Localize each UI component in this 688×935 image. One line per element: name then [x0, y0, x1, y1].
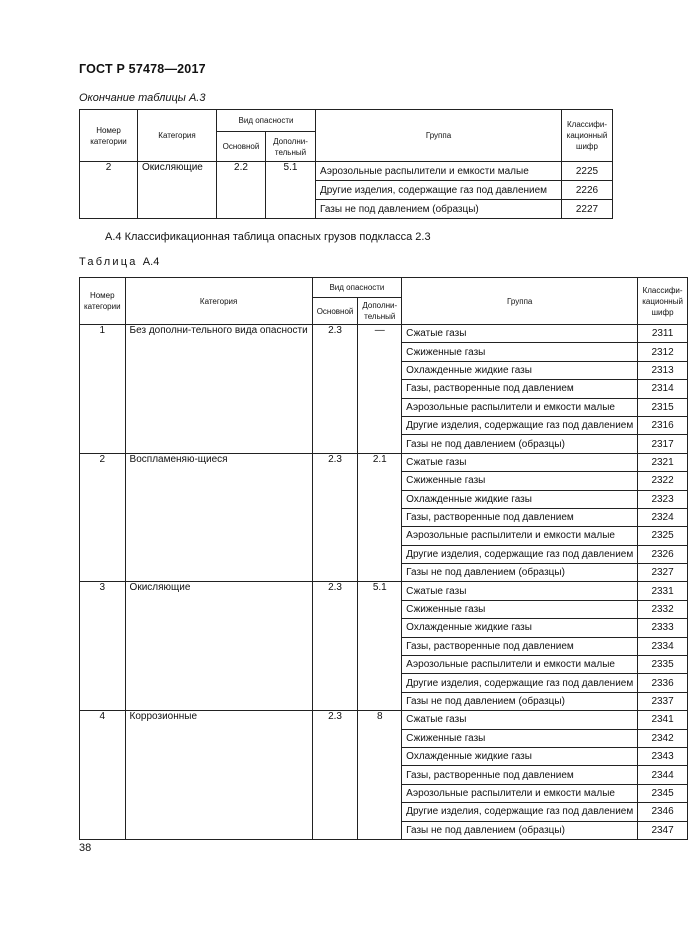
class-code: 2343	[638, 747, 688, 765]
group-name: Охлажденные жидкие газы	[402, 361, 638, 379]
class-code: 2315	[638, 398, 688, 416]
table-row	[80, 582, 688, 600]
group-name: Другие изделия, содержащие газ под давлением	[402, 416, 638, 434]
group-name: Другие изделия, содержащие газ под давлением	[402, 674, 638, 692]
group-name: Газы, растворенные под давлением	[402, 508, 638, 526]
category-number: 2	[80, 162, 138, 219]
class-code: 2332	[638, 600, 688, 618]
class-code: 2321	[638, 453, 688, 471]
group-name: Охлажденные жидкие газы	[402, 747, 638, 765]
class-code: 2335	[638, 656, 688, 674]
table-a4-caption-word: Таблица	[79, 256, 138, 268]
table-row	[80, 711, 688, 729]
hazard-additional: 5.1	[266, 162, 316, 219]
category-number: 2	[80, 453, 126, 582]
group-name: Сжиженные газы	[402, 729, 638, 747]
col-header-hazard: Вид опасности	[312, 278, 401, 298]
group-name: Газы, растворенные под давлением	[402, 766, 638, 784]
hazard-additional: 8	[358, 711, 402, 840]
table-a4-caption-number: А.4	[142, 256, 160, 268]
category-number: 1	[80, 325, 126, 454]
group-name: Газы, растворенные под давлением	[402, 637, 638, 655]
class-code: 2327	[638, 564, 688, 582]
hazard-additional: 5.1	[358, 582, 402, 711]
table-row	[80, 453, 688, 471]
class-code: 2317	[638, 435, 688, 453]
group-name: Сжатые газы	[402, 453, 638, 471]
class-code: 2334	[638, 637, 688, 655]
class-code: 2347	[638, 821, 688, 839]
group-name: Сжатые газы	[402, 582, 638, 600]
category-name: Окисляющие	[125, 582, 312, 711]
hazard-main: 2.3	[312, 453, 358, 582]
group-name: Аэрозольные распылители и емкости малые	[402, 398, 638, 416]
group-name: Другие изделия, содержащие газ под давлением	[316, 181, 562, 200]
group-name: Сжатые газы	[402, 325, 638, 343]
group-name: Другие изделия, содержащие газ под давлением	[402, 545, 638, 563]
hazard-main: 2.3	[312, 711, 358, 840]
col-header-number: Номер категории	[80, 110, 138, 162]
table-row	[80, 325, 688, 343]
hazard-main: 2.3	[312, 582, 358, 711]
group-name: Аэрозольные распылители и емкости малые	[402, 656, 638, 674]
table-a3	[79, 109, 613, 219]
group-name: Аэрозольные распылители и емкости малые	[316, 162, 562, 181]
class-code: 2227	[562, 200, 613, 219]
col-header-group: Группа	[316, 110, 562, 162]
group-name: Газы, растворенные под давлением	[402, 380, 638, 398]
class-code: 2333	[638, 619, 688, 637]
table-a4	[79, 277, 688, 840]
group-name: Охлажденные жидкие газы	[402, 490, 638, 508]
hazard-additional: 2.1	[358, 453, 402, 582]
group-name: Аэрозольные распылители и емкости малые	[402, 784, 638, 802]
category-name: Воспламеняю-щиеся	[125, 453, 312, 582]
col-header-group: Группа	[402, 278, 638, 325]
hazard-main: 2.3	[312, 325, 358, 454]
class-code: 2312	[638, 343, 688, 361]
group-name: Сжатые газы	[402, 711, 638, 729]
group-name: Аэрозольные распылители и емкости малые	[402, 527, 638, 545]
class-code: 2314	[638, 380, 688, 398]
class-code: 2331	[638, 582, 688, 600]
group-name: Охлажденные жидкие газы	[402, 619, 638, 637]
col-header-main: Основной	[312, 298, 358, 325]
section-title: А.4 Классификационная таблица опасных грузов подкласса 2.3	[105, 231, 431, 243]
class-code: 2323	[638, 490, 688, 508]
class-code: 2225	[562, 162, 613, 181]
class-code: 2344	[638, 766, 688, 784]
col-header-hazard: Вид опасности	[217, 110, 316, 132]
category-name: Окисляющие	[138, 162, 217, 219]
col-header-main: Основной	[217, 132, 266, 162]
class-code: 2325	[638, 527, 688, 545]
col-header-code: Классифи-кационный шифр	[638, 278, 688, 325]
table-a4-caption	[79, 256, 159, 268]
class-code: 2326	[638, 545, 688, 563]
group-name: Сжиженные газы	[402, 472, 638, 490]
class-code: 2316	[638, 416, 688, 434]
col-header-additional: Дополни-тельный	[266, 132, 316, 162]
class-code: 2342	[638, 729, 688, 747]
page-number: 38	[79, 842, 92, 854]
class-code: 2337	[638, 692, 688, 710]
col-header-category: Категория	[138, 110, 217, 162]
col-header-code: Классифи-кационный шифр	[562, 110, 613, 162]
class-code: 2313	[638, 361, 688, 379]
class-code: 2324	[638, 508, 688, 526]
class-code: 2226	[562, 181, 613, 200]
class-code: 2341	[638, 711, 688, 729]
category-name: Без дополни-тельного вида опасности	[125, 325, 312, 454]
class-code: 2346	[638, 803, 688, 821]
group-name: Сжиженные газы	[402, 600, 638, 618]
group-name: Сжиженные газы	[402, 343, 638, 361]
category-number: 3	[80, 582, 126, 711]
group-name: Газы не под давлением (образцы)	[402, 692, 638, 710]
group-name: Другие изделия, содержащие газ под давлением	[402, 803, 638, 821]
category-number: 4	[80, 711, 126, 840]
class-code: 2322	[638, 472, 688, 490]
col-header-number: Номер категории	[80, 278, 126, 325]
class-code: 2345	[638, 784, 688, 802]
group-name: Газы не под давлением (образцы)	[316, 200, 562, 219]
col-header-category: Категория	[125, 278, 312, 325]
table-a3-caption: Окончание таблицы А.3	[79, 92, 206, 104]
document-header: ГОСТ Р 57478—2017	[79, 62, 206, 76]
category-name: Коррозионные	[125, 711, 312, 840]
group-name: Газы не под давлением (образцы)	[402, 821, 638, 839]
hazard-main: 2.2	[217, 162, 266, 219]
col-header-additional: Дополни-тельный	[358, 298, 402, 325]
hazard-additional: —	[358, 325, 402, 454]
class-code: 2336	[638, 674, 688, 692]
table-row	[80, 162, 613, 181]
class-code: 2311	[638, 325, 688, 343]
group-name: Газы не под давлением (образцы)	[402, 435, 638, 453]
group-name: Газы не под давлением (образцы)	[402, 564, 638, 582]
